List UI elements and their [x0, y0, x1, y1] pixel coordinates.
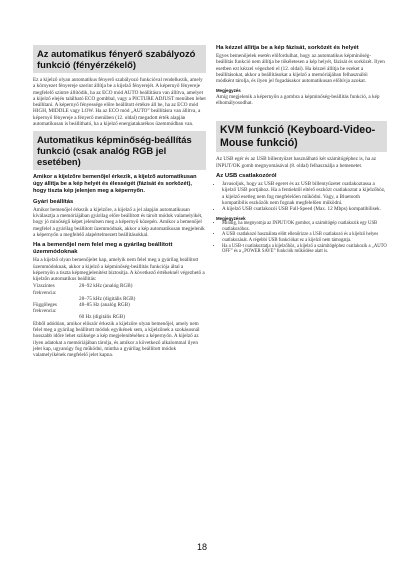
left-column [33, 0, 206, 359]
factory-setting-heading: Gyári beállítás [33, 198, 74, 205]
manual-adjust-heading: Ha kézzel állítja be a kép fázisát, sorközét és helyét [216, 45, 359, 51]
frequency-specs [33, 283, 206, 320]
manual-adjust-paragraph: Egyes bemenőjelek esetén előfordulhat, hogy az automatikus képminőség-beállítás funkció nem állítja be tökéletesen a kép helyét, fázisát és sorközét. Ilyen esetben ezt kézzel végezheti el (12. oldal). Ha kézzel állítja be ezeket a beállításokat, akkor a beállításokat a kijelző a memóriájában felhasználói módként tárolja, és ilyen jel fogadásakor automatikusan előhívja azokat. [216, 53, 385, 85]
notes-list [216, 221, 387, 255]
spec-row: Függőleges frekvencia: 48–85 Hz (analóg RGB) [33, 302, 130, 315]
right-column [216, 0, 387, 255]
sensor-paragraph: Ez a kijelző olyan automatikus fényerő szabályozó funkcióval rendelkezik, amely a környezet fényereje szerint állítja be a kijelző fényerejét. A képernyő fényereje megfelelő szintre állítódik, ha az ECO mód AUTO beállításra van állítva, amelyet a kijelző elején található ECO gombbal, vagy a PICTURE ADJUST menüben lehet beállítani. A képernyő fényessége előre beállított értékre áll be, ha az ECO mód HIGH, MIDDLE vagy LOW. Ha az ECO mód „AUTO” beállításra van állítva, a képernyő fényereje a fényerő menüben (12. oldal) megadott érték alapján automatikusan is beállítható, ha a kijelző energiatakarékos üzemmódban van. [33, 77, 206, 128]
section-title-band-kvm [216, 121, 387, 152]
note-heading: Megjegyzés [216, 88, 241, 94]
spec-row: 60 Hz (digitális RGB) [79, 314, 125, 321]
list-item: • Javasoljuk, hogy az USB egeret és az USB billentyűzetet csatlakoztassa a kijelző USB portjához. Ha a fentiektől eltérő eszközt csatlakoztat a kijelzőhöz, a kijelző esetleg nem fog megfelelően működni. Vagy, a Bluetooth kompatibilis eszközök nem fognak megfelelően működni. [222, 181, 387, 206]
spec-row: Vízszintes frekvencia: 28–92 kHz (analóg RGB) [33, 283, 133, 296]
non-preset-paragraph: Ha a kijelző olyan bemenőjelet kap, amelyik nem felel meg a gyárilag beállított üzemmódoknak, akkor a kijelző a képminőség-beállítás funkciója által a képernyőn a tiszta képmegjelenítést biztosítja. A következő értékeknél végezhető a kijelzőn automatikus beállítás: [33, 257, 205, 283]
spec-row: 28–75 kHz (digitális RGB) [79, 295, 136, 302]
section-title-kvm: KVM funkció (Keyboard-Video-Mouse funkció) [220, 124, 376, 149]
note-paragraph: Amíg megjelenik a képernyőn a gombra a képminőség-beállítás funkció, a kép elhomályosodhat. [216, 93, 380, 107]
list-item: • Mindig, ha megnyomja az INPUT/OK gombot, a számítógép csatlakozik egy USB csatlakozóhoz. [222, 221, 387, 232]
section-title-band-sensor [33, 45, 206, 73]
kvm-paragraph: Az USB egér és az USB billentyűzet használható két számítógéphez is, ha az INPUT/OK gomb megnyomásával (8. oldal) felhasználja a bemenetet. [216, 156, 377, 169]
section-title-sensor: Az automatikus fényerő szabályozó funkció (fényérzékelő) [37, 48, 196, 70]
non-preset-heading: Ha a bemenőjel nem felel meg a gyárilag beállított üzemmódoknak [33, 242, 173, 256]
section-title-auto-adjust: Automatikus képminőség-beállítás funkció (csak analóg RGB jel esetében) [37, 134, 192, 168]
factory-setting-paragraph: Amikor bemenőjel érkezik a kijelzőre, a kijelző a jel alapján automatikusan kiválasztja a memóriájában gyárilag előre beállított és tárolt módok valamelyikét, hogy jó minőségű képet jelenítsen meg a képernyő közepén. Amikor a bemenőjel megfelel a gyárilag beállított üzemmódnak, akkor a kép automatikusan megjelenik a képernyőn a megfelelő alapértelmezett beállításokkal. [33, 206, 205, 238]
section-title-band-auto-adjust [33, 131, 206, 170]
auto-adjust-lead: Amikor a kijelzőre bemenőjel érkezik, a kijelző automatikusan úgy állítja be a kép helyét és élességét (fázisát és sorközét), hogy tiszta kép jelenjen meg a képernyőn. [33, 174, 197, 194]
usb-bullet-list [216, 181, 387, 212]
memory-paragraph: Ebből adódóan, amikor először érkezik a kijelzőre olyan bemenőjel, amely nem felel meg a gyárilag beállított módok egyikének sem, a kijelzőnek a szokásosnál hosszabb időre lehet szüksége a kép megjelenítéséhez a képernyőn. A kijelző az ilyen adatokat a memóriájában tárolja, és amikor a következő alkalommal ilyen jelet kap, ugyanúgy fog működni, mintha a gyárilag beállított módok valamelyikének megfelelő jelet kapna. [33, 320, 200, 359]
usb-heading: Az USB csatlakozóról [216, 173, 277, 180]
list-item: • Ha a USB-t csatlakoztatja a kijelzőhöz, a kijelző a számítógéphez csatlakozik a „AUTO OFF” és a „POWER SAVE” funkciók működése alatt is. [222, 244, 387, 255]
notes-heading: Megjegyzések [216, 215, 246, 221]
list-item: • A kijelző USB csatlakozói USB Full-Speed (Max. 12 Mbps) kompatibilisek. [222, 206, 387, 212]
page-number: 18 [197, 542, 208, 552]
list-item: • A USB csatlakozó használata előtt ellenőrizze a USB csatlakozó és a kijelző helyes csatlakozását. A régebbi USB funkciókat ez a kijelző nem támogatja. [222, 232, 387, 243]
